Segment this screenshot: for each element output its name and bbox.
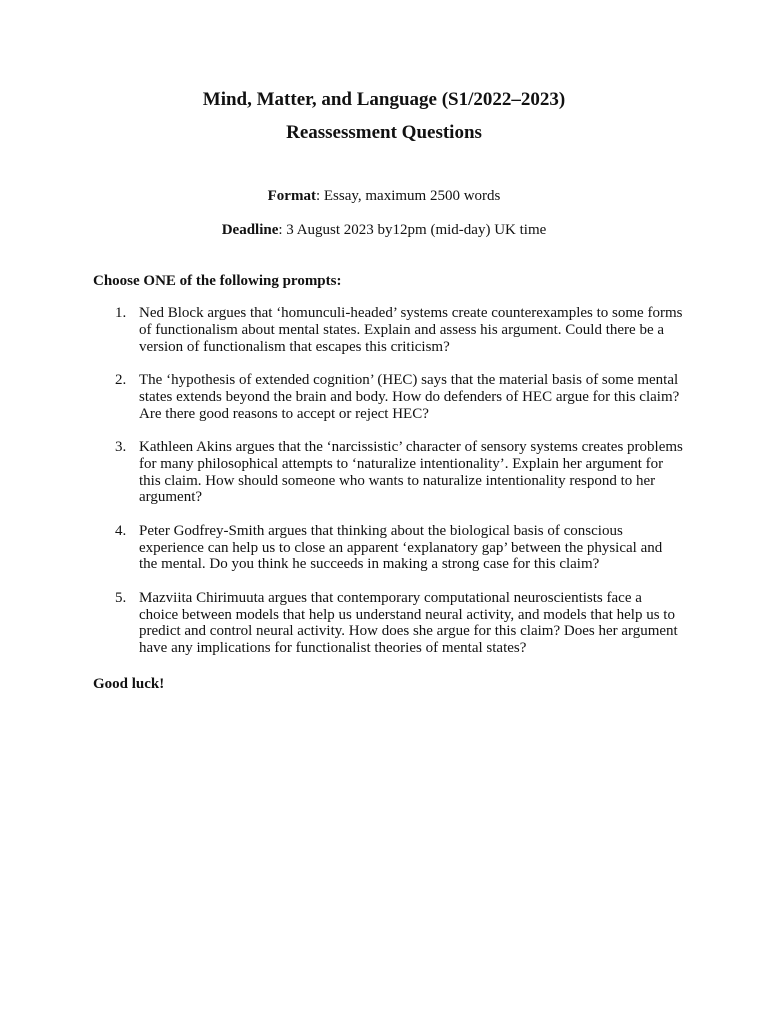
closing-text: Good luck! xyxy=(93,676,165,692)
prompt-text: Mazviita Chirimuuta argues that contemporary computational neuroscientists face a choice between models that help us understand neural activity, and models that help us to predict and control neural activity. How does she argue for this claim? Does her argument have any implications for functionalist theories of mental states? xyxy=(139,589,678,657)
prompt-text: Peter Godfrey-Smith argues that thinking about the biological basis of conscious experience can help us to close an apparent ‘explanatory gap’ between the physical and the mental. Do you think he succeeds in making a strong case for this claim? xyxy=(139,522,663,573)
format-value: : Essay, maximum 2500 words xyxy=(315,188,501,204)
prompt-text: Kathleen Akins argues that the ‘narcissistic’ character of sensory systems creates problems for many philosophical attempts to ‘naturalize intentionality’. Explain her argument for this claim. How should someone who wants to naturalize intentionality respond to her argument? xyxy=(139,438,683,506)
deadline-value: : 3 August 2023 by12pm (mid-day) UK time xyxy=(278,222,547,238)
instruction-text: Choose ONE of the following prompts: xyxy=(93,273,342,289)
document-subtitle: Reassessment Questions xyxy=(286,122,482,143)
format-label: Format xyxy=(267,188,316,204)
prompt-item xyxy=(93,523,683,573)
prompt-item xyxy=(93,372,683,422)
prompt-list xyxy=(93,305,683,674)
deadline-line xyxy=(0,220,768,240)
format-line xyxy=(0,186,768,206)
prompt-number: 3. xyxy=(115,438,127,455)
deadline-label: Deadline xyxy=(221,222,279,238)
prompt-number: 5. xyxy=(115,589,127,606)
prompt-number: 2. xyxy=(115,371,127,388)
prompt-item xyxy=(93,305,683,355)
prompt-text: Ned Block argues that ‘homunculi-headed’ systems create counterexamples to some forms of functionalism about mental states. Explain and assess his argument. Could there be a version of functionalism that escapes this criticism? xyxy=(139,305,683,355)
prompt-text: The ‘hypothesis of extended cognition’ (HEC) says that the material basis of some mental states extends beyond the brain and body. How do defenders of HEC argue for this claim? Are there good reasons to accept or reject HEC? xyxy=(139,371,680,422)
prompt-item xyxy=(93,439,683,506)
prompt-item xyxy=(93,590,683,657)
document-title: Mind, Matter, and Language (S1/2022–2023) xyxy=(202,89,566,110)
prompt-number: 1. xyxy=(115,305,127,321)
prompt-number: 4. xyxy=(115,522,127,539)
